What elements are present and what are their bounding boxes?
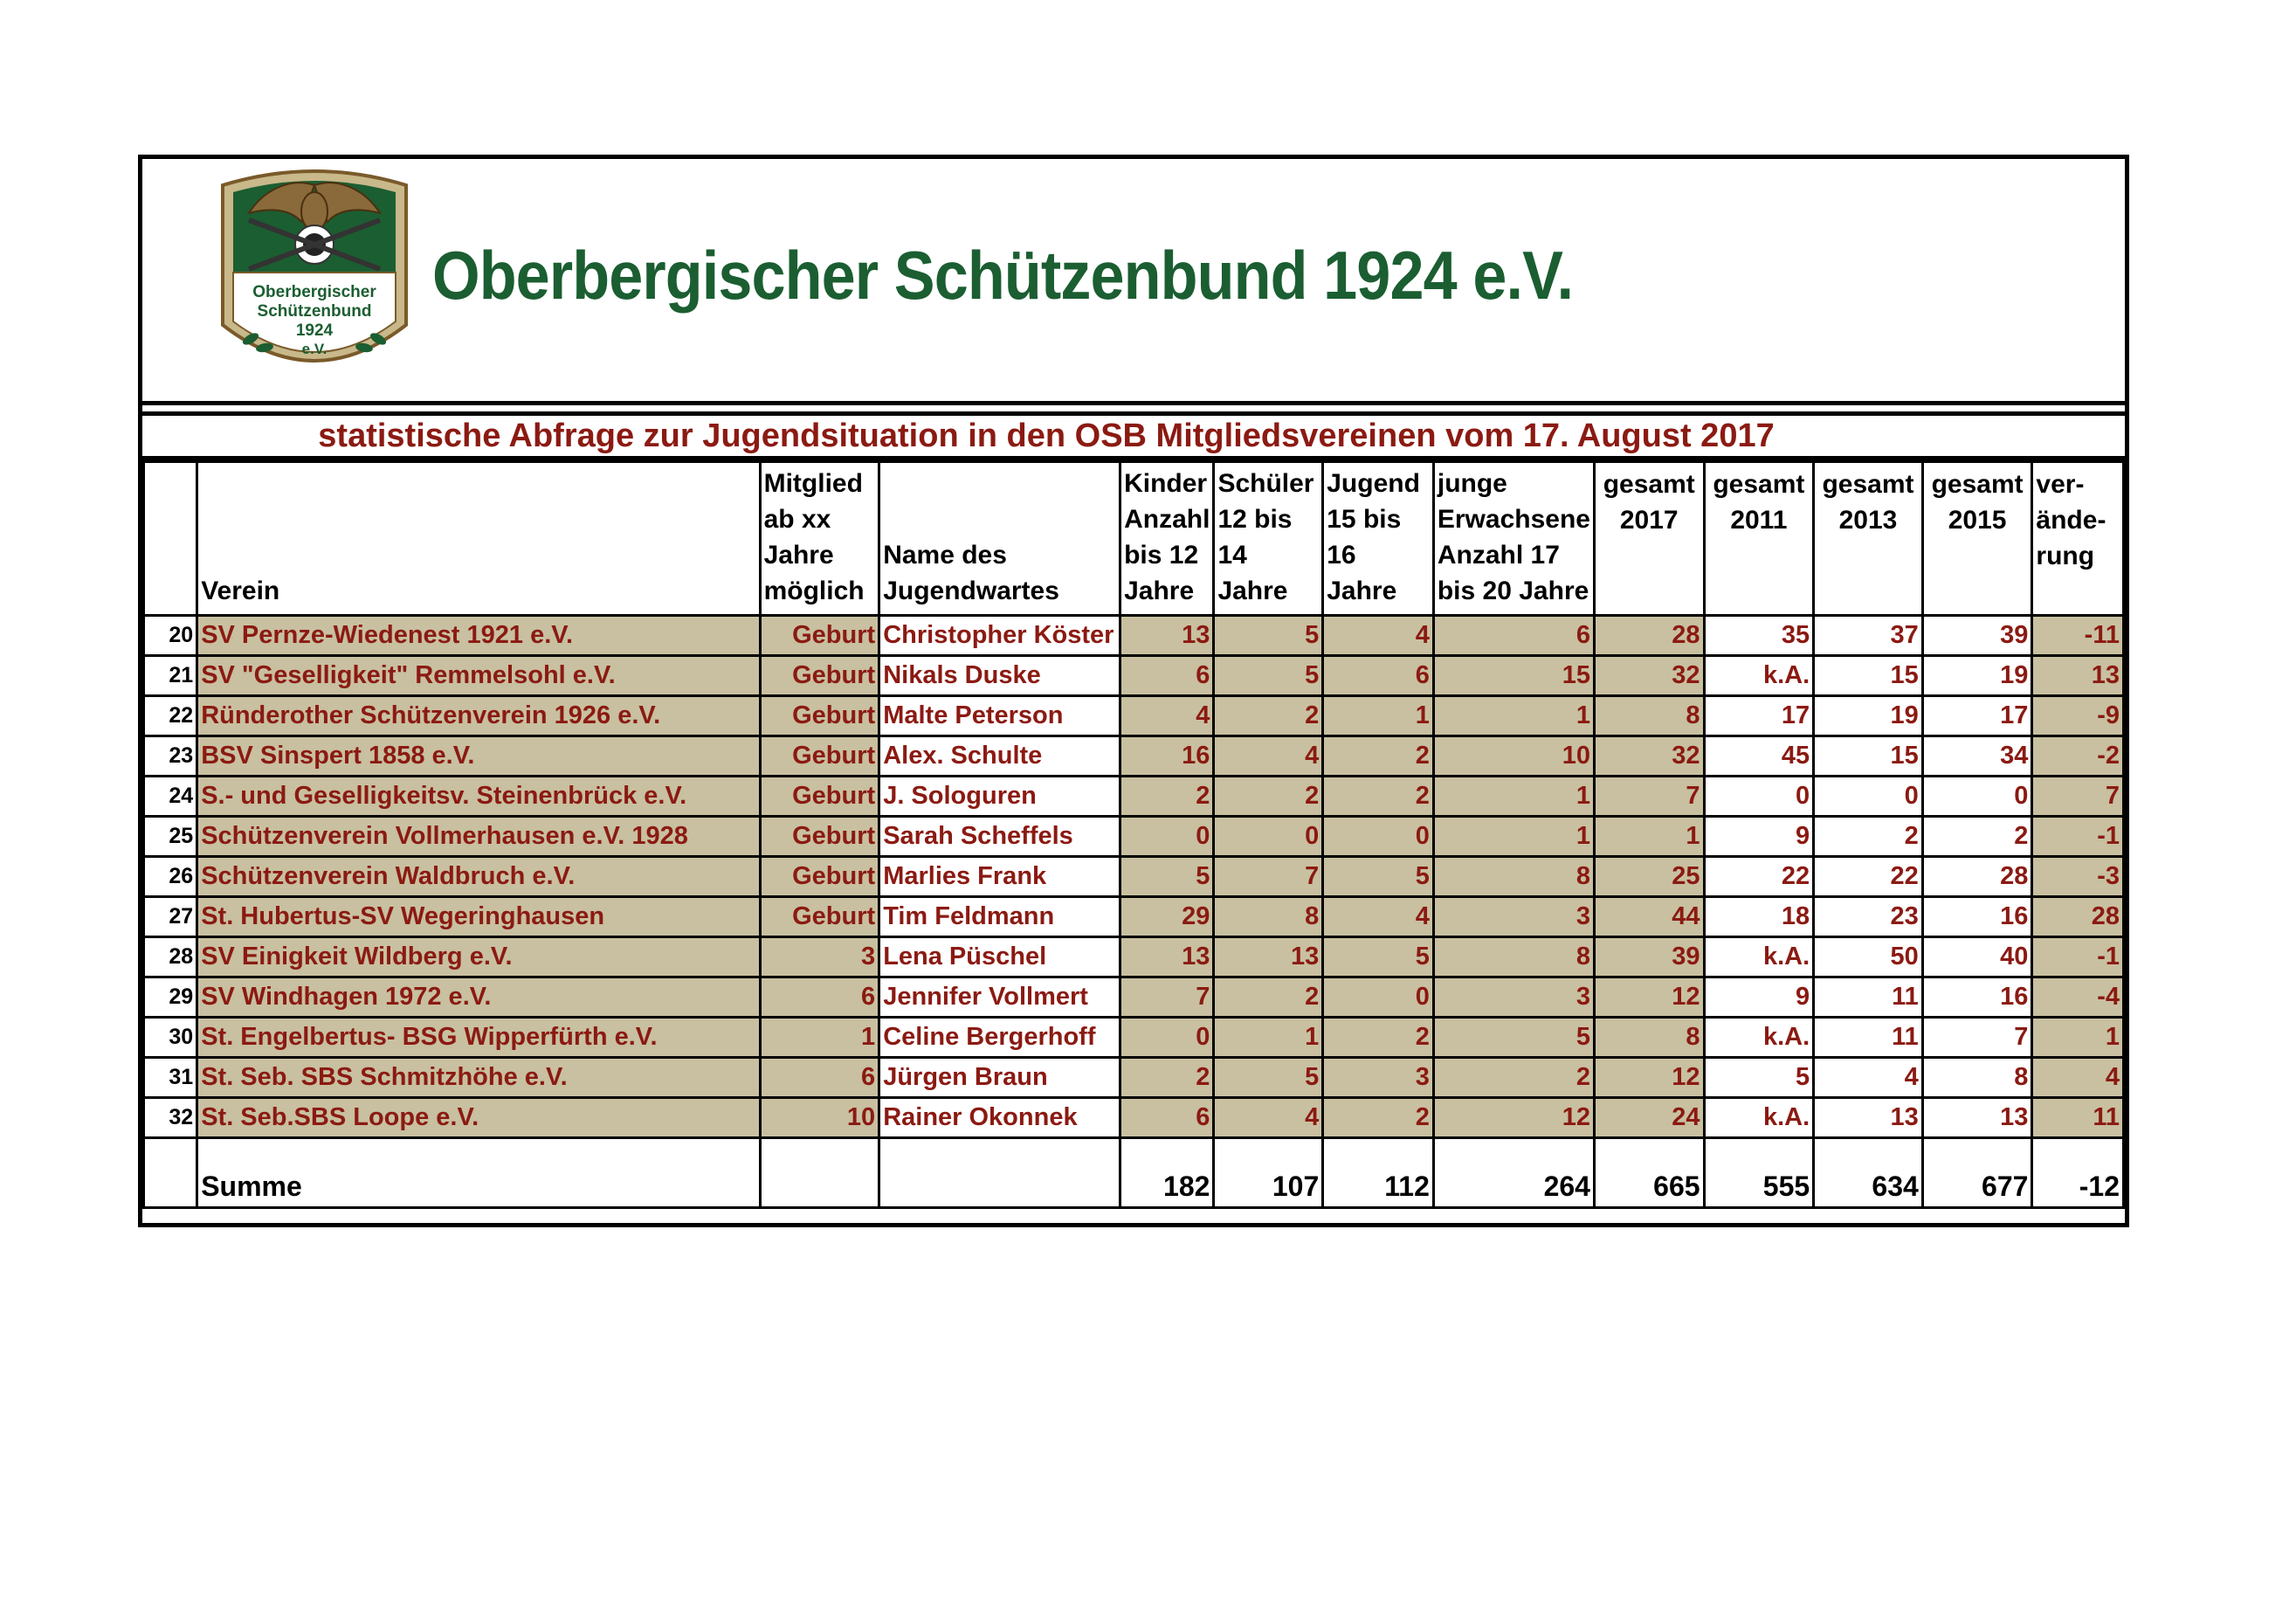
cell-g2011: 45 <box>1704 736 1814 777</box>
cell-jugend: 6 <box>1323 656 1434 696</box>
cell-name: Jennifer Vollmert <box>879 977 1120 1018</box>
cell-g2017: 8 <box>1594 1018 1704 1058</box>
cell-mitglied: Geburt <box>760 817 879 857</box>
cell-jugend: 4 <box>1323 616 1434 656</box>
cell-kinder: 7 <box>1120 977 1214 1018</box>
cell-idx: 32 <box>144 1098 197 1138</box>
cell-g2017: 39 <box>1594 937 1704 977</box>
cell-verein: Ründerother Schützenverein 1926 e.V. <box>197 696 760 736</box>
cell-g2013: 4 <box>1814 1058 1923 1098</box>
svg-text:Oberbergischer: Oberbergischer <box>252 283 376 301</box>
cell-veraenderung: -4 <box>2032 977 2124 1018</box>
cell-g2017: 1 <box>1594 817 1704 857</box>
table-row <box>144 937 2124 977</box>
cell-g2013: 15 <box>1814 736 1923 777</box>
cell-g2015: 19 <box>1922 656 2032 696</box>
cell-idx: 23 <box>144 736 197 777</box>
cell-mitglied: 6 <box>760 1058 879 1098</box>
cell-mitglied: Geburt <box>760 857 879 897</box>
cell-jugend: 0 <box>1323 817 1434 857</box>
cell-g2015: 17 <box>1922 696 2032 736</box>
cell-idx: 25 <box>144 817 197 857</box>
cell-g2011: k.A. <box>1704 937 1814 977</box>
cell-veraenderung: 28 <box>2032 897 2124 937</box>
cell-name: Jürgen Braun <box>879 1058 1120 1098</box>
cell-veraenderung: 7 <box>2032 777 2124 817</box>
cell-junge: 15 <box>1433 656 1594 696</box>
cell-idx: 30 <box>144 1018 197 1058</box>
summary-schueler: 107 <box>1214 1138 1323 1208</box>
cell-idx: 29 <box>144 977 197 1018</box>
summary-jugend: 112 <box>1323 1138 1434 1208</box>
cell-idx: 20 <box>144 616 197 656</box>
cell-g2017: 32 <box>1594 736 1704 777</box>
cell-name: Alex. Schulte <box>879 736 1120 777</box>
cell-g2013: 2 <box>1814 817 1923 857</box>
cell-verein: St. Seb.SBS Loope e.V. <box>197 1098 760 1138</box>
cell-junge: 5 <box>1433 1018 1594 1058</box>
cell-schueler: 5 <box>1214 1058 1323 1098</box>
cell-verein: St. Engelbertus- BSG Wipperfürth e.V. <box>197 1018 760 1058</box>
organization-title: Oberbergischer Schützenbund 1924 e.V. <box>432 237 1574 314</box>
cell-g2015: 2 <box>1922 817 2032 857</box>
cell-g2013: 23 <box>1814 897 1923 937</box>
cell-jugend: 2 <box>1323 777 1434 817</box>
table-row <box>144 897 2124 937</box>
cell-g2015: 0 <box>1922 777 2032 817</box>
cell-verein: SV Windhagen 1972 e.V. <box>197 977 760 1018</box>
col-header-gesamt-2013: gesamt 2013 <box>1814 462 1923 616</box>
cell-g2013: 50 <box>1814 937 1923 977</box>
cell-idx: 31 <box>144 1058 197 1098</box>
summary-gesamt-2011: 555 <box>1704 1138 1814 1208</box>
cell-g2015: 16 <box>1922 977 2032 1018</box>
table-row <box>144 736 2124 777</box>
cell-veraenderung: -11 <box>2032 616 2124 656</box>
cell-g2011: k.A. <box>1704 1018 1814 1058</box>
cell-g2017: 12 <box>1594 1058 1704 1098</box>
cell-junge: 12 <box>1433 1098 1594 1138</box>
col-header-name: Name des Jugendwartes <box>879 462 1120 616</box>
cell-mitglied: 3 <box>760 937 879 977</box>
cell-g2015: 13 <box>1922 1098 2032 1138</box>
summary-gesamt-2017: 665 <box>1594 1138 1704 1208</box>
cell-kinder: 13 <box>1120 616 1214 656</box>
cell-g2015: 34 <box>1922 736 2032 777</box>
cell-jugend: 3 <box>1323 1058 1434 1098</box>
cell-idx: 24 <box>144 777 197 817</box>
cell-g2015: 28 <box>1922 857 2032 897</box>
cell-mitglied: 6 <box>760 977 879 1018</box>
cell-kinder: 4 <box>1120 696 1214 736</box>
col-header-gesamt-2017: gesamt 2017 <box>1594 462 1704 616</box>
col-header-schueler: Schüler 12 bis 14 Jahre <box>1214 462 1323 616</box>
table-row <box>144 1098 2124 1138</box>
cell-verein: SV "Geselligkeit" Remmelsohl e.V. <box>197 656 760 696</box>
cell-jugend: 2 <box>1323 1098 1434 1138</box>
summary-kinder: 182 <box>1120 1138 1214 1208</box>
cell-schueler: 13 <box>1214 937 1323 977</box>
cell-schueler: 2 <box>1214 777 1323 817</box>
cell-g2017: 7 <box>1594 777 1704 817</box>
cell-jugend: 5 <box>1323 937 1434 977</box>
cell-kinder: 2 <box>1120 1058 1214 1098</box>
cell-g2013: 13 <box>1814 1098 1923 1138</box>
cell-g2013: 11 <box>1814 1018 1923 1058</box>
cell-junge: 3 <box>1433 977 1594 1018</box>
col-header-gesamt-2011: gesamt 2011 <box>1704 462 1814 616</box>
col-header-mitglied: Mitglied ab xx Jahre möglich <box>760 462 879 616</box>
cell-g2017: 24 <box>1594 1098 1704 1138</box>
summary-mitglied <box>760 1138 879 1208</box>
table-row <box>144 977 2124 1018</box>
cell-jugend: 2 <box>1323 736 1434 777</box>
cell-mitglied: Geburt <box>760 897 879 937</box>
cell-veraenderung: 13 <box>2032 656 2124 696</box>
cell-mitglied: Geburt <box>760 656 879 696</box>
cell-schueler: 8 <box>1214 897 1323 937</box>
cell-name: Tim Feldmann <box>879 897 1120 937</box>
cell-junge: 8 <box>1433 857 1594 897</box>
table-row <box>144 616 2124 656</box>
cell-verein: SV Einigkeit Wildberg e.V. <box>197 937 760 977</box>
table-row <box>144 817 2124 857</box>
cell-jugend: 0 <box>1323 977 1434 1018</box>
cell-verein: SV Pernze-Wiedenest 1921 e.V. <box>197 616 760 656</box>
cell-schueler: 2 <box>1214 696 1323 736</box>
club-emblem-icon <box>214 168 415 384</box>
report-subtitle: statistische Abfrage zur Jugendsituation in den OSB Mitgliedsvereinen vom 17. August 2017 <box>318 418 1775 454</box>
cell-g2015: 8 <box>1922 1058 2032 1098</box>
cell-veraenderung: -1 <box>2032 937 2124 977</box>
cell-verein: St. Seb. SBS Schmitzhöhe e.V. <box>197 1058 760 1098</box>
cell-name: J. Sologuren <box>879 777 1120 817</box>
cell-g2011: 9 <box>1704 817 1814 857</box>
cell-g2013: 15 <box>1814 656 1923 696</box>
cell-g2015: 40 <box>1922 937 2032 977</box>
cell-g2011: 18 <box>1704 897 1814 937</box>
cell-g2017: 32 <box>1594 656 1704 696</box>
cell-junge: 6 <box>1433 616 1594 656</box>
cell-g2017: 25 <box>1594 857 1704 897</box>
cell-junge: 2 <box>1433 1058 1594 1098</box>
cell-kinder: 29 <box>1120 897 1214 937</box>
col-header-jugend: Jugend 15 bis 16 Jahre <box>1323 462 1434 616</box>
cell-g2011: 9 <box>1704 977 1814 1018</box>
col-header-veraenderung: ver-ände-rung <box>2032 462 2124 616</box>
table-row <box>144 857 2124 897</box>
cell-junge: 10 <box>1433 736 1594 777</box>
cell-junge: 1 <box>1433 777 1594 817</box>
cell-schueler: 7 <box>1214 857 1323 897</box>
cell-g2017: 44 <box>1594 897 1704 937</box>
cell-g2013: 22 <box>1814 857 1923 897</box>
cell-g2011: 17 <box>1704 696 1814 736</box>
cell-verein: St. Hubertus-SV Wegeringhausen <box>197 897 760 937</box>
cell-kinder: 0 <box>1120 1018 1214 1058</box>
cell-schueler: 5 <box>1214 656 1323 696</box>
cell-g2011: 5 <box>1704 1058 1814 1098</box>
cell-g2017: 28 <box>1594 616 1704 656</box>
cell-kinder: 5 <box>1120 857 1214 897</box>
col-header-index <box>144 462 197 616</box>
cell-g2013: 19 <box>1814 696 1923 736</box>
cell-kinder: 2 <box>1120 777 1214 817</box>
cell-veraenderung: 4 <box>2032 1058 2124 1098</box>
cell-g2015: 16 <box>1922 897 2032 937</box>
col-header-gesamt-2015: gesamt 2015 <box>1922 462 2032 616</box>
cell-g2013: 0 <box>1814 777 1923 817</box>
col-header-junge: junge Erwachsene Anzahl 17 bis 20 Jahre <box>1433 462 1594 616</box>
table-row <box>144 777 2124 817</box>
summary-name <box>879 1138 1120 1208</box>
cell-g2015: 7 <box>1922 1018 2032 1058</box>
cell-g2011: 35 <box>1704 616 1814 656</box>
cell-junge: 8 <box>1433 937 1594 977</box>
cell-g2011: k.A. <box>1704 1098 1814 1138</box>
cell-kinder: 0 <box>1120 817 1214 857</box>
cell-schueler: 4 <box>1214 1098 1323 1138</box>
cell-name: Rainer Okonnek <box>879 1098 1120 1138</box>
cell-jugend: 1 <box>1323 696 1434 736</box>
cell-g2013: 11 <box>1814 977 1923 1018</box>
cell-kinder: 6 <box>1120 656 1214 696</box>
cell-idx: 28 <box>144 937 197 977</box>
cell-mitglied: Geburt <box>760 696 879 736</box>
cell-g2013: 37 <box>1814 616 1923 656</box>
table-header-row <box>144 462 2124 616</box>
summary-veraenderung: -12 <box>2032 1138 2124 1208</box>
cell-name: Marlies Frank <box>879 857 1120 897</box>
cell-kinder: 13 <box>1120 937 1214 977</box>
cell-g2011: k.A. <box>1704 656 1814 696</box>
cell-mitglied: 10 <box>760 1098 879 1138</box>
cell-jugend: 4 <box>1323 897 1434 937</box>
col-header-verein: Verein <box>197 462 760 616</box>
cell-g2011: 22 <box>1704 857 1814 897</box>
cell-jugend: 2 <box>1323 1018 1434 1058</box>
header <box>142 159 2125 405</box>
cell-junge: 3 <box>1433 897 1594 937</box>
cell-name: Nikals Duske <box>879 656 1120 696</box>
cell-name: Malte Peterson <box>879 696 1120 736</box>
cell-schueler: 5 <box>1214 616 1323 656</box>
cell-veraenderung: -3 <box>2032 857 2124 897</box>
cell-junge: 1 <box>1433 696 1594 736</box>
svg-text:e.V.: e.V. <box>301 341 328 357</box>
summary-gesamt-2015: 677 <box>1922 1138 2032 1208</box>
cell-mitglied: 1 <box>760 1018 879 1058</box>
cell-name: Christopher Köster <box>879 616 1120 656</box>
cell-verein: BSV Sinspert 1858 e.V. <box>197 736 760 777</box>
cell-g2017: 12 <box>1594 977 1704 1018</box>
cell-verein: S.- und Geselligkeitsv. Steinenbrück e.V. <box>197 777 760 817</box>
cell-veraenderung: -9 <box>2032 696 2124 736</box>
cell-idx: 21 <box>144 656 197 696</box>
cell-junge: 1 <box>1433 817 1594 857</box>
table-row <box>144 1018 2124 1058</box>
table-row <box>144 1058 2124 1098</box>
cell-mitglied: Geburt <box>760 777 879 817</box>
cell-schueler: 2 <box>1214 977 1323 1018</box>
cell-veraenderung: 1 <box>2032 1018 2124 1058</box>
cell-schueler: 4 <box>1214 736 1323 777</box>
cell-idx: 27 <box>144 897 197 937</box>
cell-mitglied: Geburt <box>760 736 879 777</box>
cell-veraenderung: 11 <box>2032 1098 2124 1138</box>
statistics-table <box>142 460 2125 1209</box>
summary-index <box>144 1138 197 1208</box>
cell-jugend: 5 <box>1323 857 1434 897</box>
document-frame <box>138 155 2129 1227</box>
svg-text:1924: 1924 <box>295 321 334 340</box>
cell-veraenderung: -2 <box>2032 736 2124 777</box>
cell-schueler: 0 <box>1214 817 1323 857</box>
cell-g2015: 39 <box>1922 616 2032 656</box>
summary-gesamt-2013: 634 <box>1814 1138 1923 1208</box>
cell-verein: Schützenverein Vollmerhausen e.V. 1928 <box>197 817 760 857</box>
cell-name: Lena Püschel <box>879 937 1120 977</box>
svg-text:Schützenbund: Schützenbund <box>257 302 372 321</box>
cell-veraenderung: -1 <box>2032 817 2124 857</box>
cell-g2011: 0 <box>1704 777 1814 817</box>
summary-junge: 264 <box>1433 1138 1594 1208</box>
cell-mitglied: Geburt <box>760 616 879 656</box>
cell-name: Celine Bergerhoff <box>879 1018 1120 1058</box>
cell-verein: Schützenverein Waldbruch e.V. <box>197 857 760 897</box>
summary-label: Summe <box>197 1138 760 1208</box>
cell-name: Sarah Scheffels <box>879 817 1120 857</box>
cell-g2017: 8 <box>1594 696 1704 736</box>
subtitle-bar <box>142 411 2125 460</box>
table-row <box>144 656 2124 696</box>
summary-row <box>144 1138 2124 1208</box>
cell-kinder: 6 <box>1120 1098 1214 1138</box>
cell-kinder: 16 <box>1120 736 1214 777</box>
cell-schueler: 1 <box>1214 1018 1323 1058</box>
cell-idx: 26 <box>144 857 197 897</box>
col-header-kinder: Kinder Anzahl bis 12 Jahre <box>1120 462 1214 616</box>
cell-idx: 22 <box>144 696 197 736</box>
table-row <box>144 696 2124 736</box>
